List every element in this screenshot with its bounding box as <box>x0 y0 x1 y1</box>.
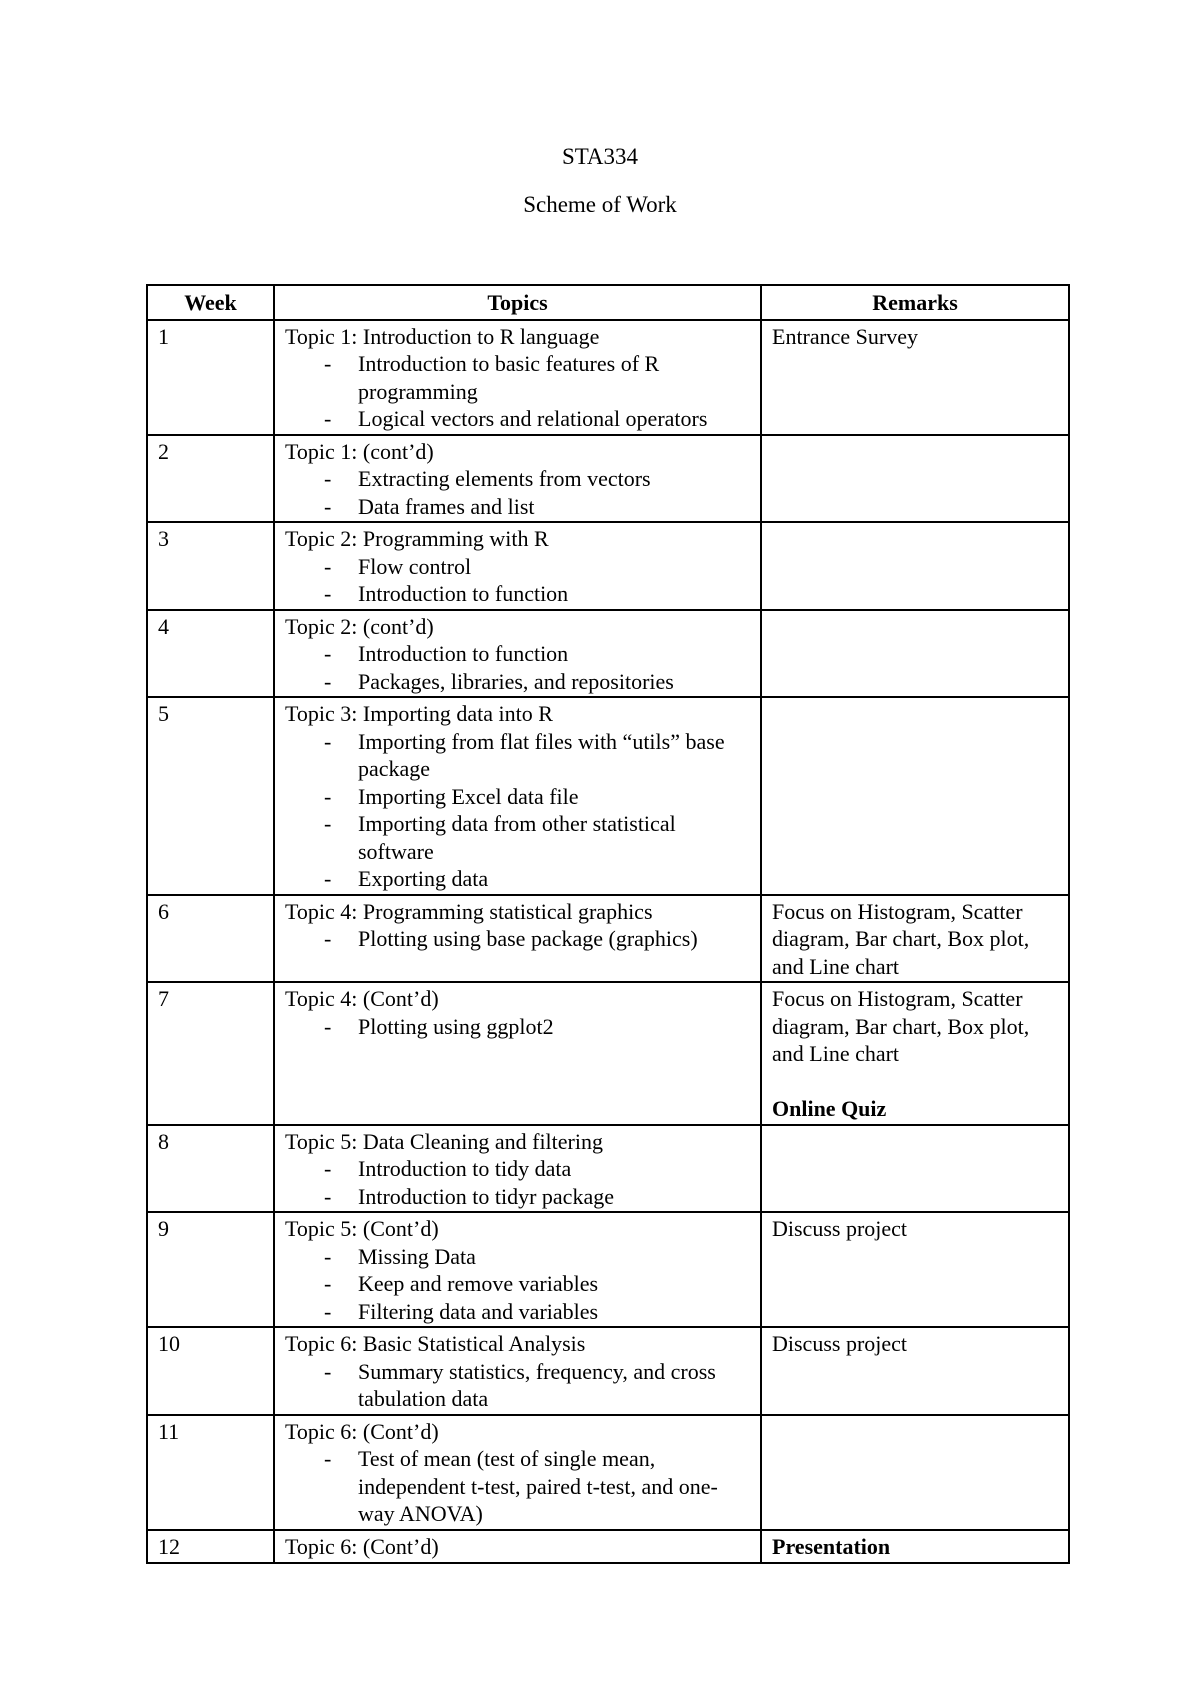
column-header-week: Week <box>147 285 274 320</box>
topic-title: Topic 5: (Cont’d) <box>285 1216 439 1241</box>
subtopic-item: - Introduction to basic features of R programming <box>358 350 750 405</box>
topic-title: Topic 2: Programming with R <box>285 526 549 551</box>
table-body <box>147 320 1069 1563</box>
subtopic-item: - Flow control <box>358 553 750 581</box>
week-cell: 4 <box>147 610 274 698</box>
remarks-cell <box>761 1415 1069 1530</box>
topics-cell <box>274 1530 761 1563</box>
week-cell: 8 <box>147 1125 274 1213</box>
subtopic-item: - Importing from flat files with “utils” base package <box>358 728 750 783</box>
scheme-of-work-table <box>146 284 1070 1564</box>
remarks-cell <box>761 435 1069 523</box>
subtopic-item: - Importing Excel data file <box>358 783 750 811</box>
subtopic-list <box>285 553 750 608</box>
subtopic-list <box>285 728 750 893</box>
topic-title: Topic 1: (cont’d) <box>285 438 434 464</box>
remarks-cell <box>761 1212 1069 1327</box>
topics-cell <box>274 610 761 698</box>
topics-cell <box>274 1212 761 1327</box>
table-row <box>147 895 1069 983</box>
remarks-cell <box>761 697 1069 895</box>
table-row <box>147 1125 1069 1213</box>
table-row <box>147 982 1069 1125</box>
subtopic-list <box>285 350 750 433</box>
subtopic-item: - Plotting using ggplot2 <box>358 1013 750 1041</box>
topics-cell <box>274 1327 761 1415</box>
subtopic-item: - Test of mean (test of single mean, independent t-test, paired t-test, and one-way ANOVA) <box>358 1445 750 1528</box>
week-cell: 12 <box>147 1530 274 1563</box>
remarks-cell <box>761 1327 1069 1415</box>
subtopic-item: - Introduction to tidy data <box>358 1155 750 1183</box>
table-row <box>147 610 1069 698</box>
subtopic-list <box>285 1243 750 1326</box>
subtopic-item: - Packages, libraries, and repositories <box>358 668 750 696</box>
topics-cell <box>274 320 761 435</box>
subtopic-item: - Introduction to function <box>358 580 750 608</box>
page-title: Scheme of Work <box>523 192 677 217</box>
subtopic-list <box>285 1155 750 1210</box>
topic-title: Topic 4: Programming statistical graphics <box>285 898 653 924</box>
topic-title: Topic 1: Introduction to R language <box>285 323 600 349</box>
subtopic-item: - Missing Data <box>358 1243 750 1271</box>
week-cell: 1 <box>147 320 274 435</box>
week-cell: 9 <box>147 1212 274 1327</box>
remark-text: Discuss project <box>772 1216 908 1241</box>
remark-spacer <box>772 1068 1058 1096</box>
remark-highlight: Presentation <box>772 1533 891 1559</box>
remark-highlight: Online Quiz <box>772 1096 887 1121</box>
topic-title: Topic 3: Importing data into R <box>285 701 553 726</box>
column-header-remarks: Remarks <box>761 285 1069 320</box>
topics-cell <box>274 1125 761 1213</box>
topic-title: Topic 2: (cont’d) <box>285 613 434 639</box>
week-cell: 11 <box>147 1415 274 1530</box>
subtopic-item: - Data frames and list <box>358 493 750 521</box>
remark-text: Discuss project <box>772 1331 908 1356</box>
topic-title: Topic 4: (Cont’d) <box>285 986 439 1011</box>
topic-title: Topic 6: (Cont’d) <box>285 1418 439 1444</box>
remarks-cell <box>761 610 1069 698</box>
week-cell: 2 <box>147 435 274 523</box>
remarks-cell <box>761 982 1069 1125</box>
table-row <box>147 1415 1069 1530</box>
course-code: STA334 <box>561 144 639 169</box>
week-cell: 10 <box>147 1327 274 1415</box>
subtopic-list <box>285 1358 750 1413</box>
table-row <box>147 1212 1069 1327</box>
topic-title: Topic 6: (Cont’d) <box>285 1533 439 1559</box>
subtopic-item: - Filtering data and variables <box>358 1298 750 1326</box>
topics-cell <box>274 895 761 983</box>
subtopic-item: - Introduction to function <box>358 640 750 668</box>
subtopic-item: - Exporting data <box>358 865 750 893</box>
remark-text: Focus on Histogram, Scatter diagram, Bar chart, Box plot, and Line chart <box>772 898 1030 979</box>
remark-text: Entrance Survey <box>772 323 918 349</box>
week-cell: 5 <box>147 697 274 895</box>
topics-cell <box>274 522 761 610</box>
week-cell: 7 <box>147 982 274 1125</box>
table-row <box>147 1327 1069 1415</box>
remarks-cell <box>761 522 1069 610</box>
subtopic-item: - Logical vectors and relational operators <box>358 405 750 433</box>
topics-cell <box>274 435 761 523</box>
subtopic-list <box>285 1013 750 1041</box>
subtopic-list <box>285 640 750 695</box>
table-row <box>147 1530 1069 1563</box>
subtopic-item: - Introduction to tidyr package <box>358 1183 750 1211</box>
week-cell: 6 <box>147 895 274 983</box>
topics-cell <box>274 697 761 895</box>
table-row <box>147 697 1069 895</box>
remarks-cell <box>761 1530 1069 1563</box>
subtopic-item: - Plotting using base package (graphics) <box>358 925 750 953</box>
remarks-cell <box>761 895 1069 983</box>
subtopic-item: - Extracting elements from vectors <box>358 465 750 493</box>
subtopic-item: - Keep and remove variables <box>358 1270 750 1298</box>
subtopic-list <box>285 925 750 953</box>
table-header-row <box>147 285 1069 320</box>
topics-cell <box>274 1415 761 1530</box>
remark-text: Focus on Histogram, Scatter diagram, Bar chart, Box plot, and Line chart <box>772 986 1030 1066</box>
table-row <box>147 320 1069 435</box>
topic-title: Topic 5: Data Cleaning and filtering <box>285 1128 603 1154</box>
subtopic-item: - Summary statistics, frequency, and cross tabulation data <box>358 1358 750 1413</box>
remarks-cell <box>761 1125 1069 1213</box>
column-header-topics: Topics <box>274 285 761 320</box>
week-cell: 3 <box>147 522 274 610</box>
subtopic-list <box>285 465 750 520</box>
remarks-cell <box>761 320 1069 435</box>
subtopic-list <box>285 1445 750 1528</box>
subtopic-item: - Importing data from other statistical software <box>358 810 750 865</box>
topic-title: Topic 6: Basic Statistical Analysis <box>285 1331 586 1356</box>
table-row <box>147 522 1069 610</box>
table-row <box>147 435 1069 523</box>
topics-cell <box>274 982 761 1125</box>
